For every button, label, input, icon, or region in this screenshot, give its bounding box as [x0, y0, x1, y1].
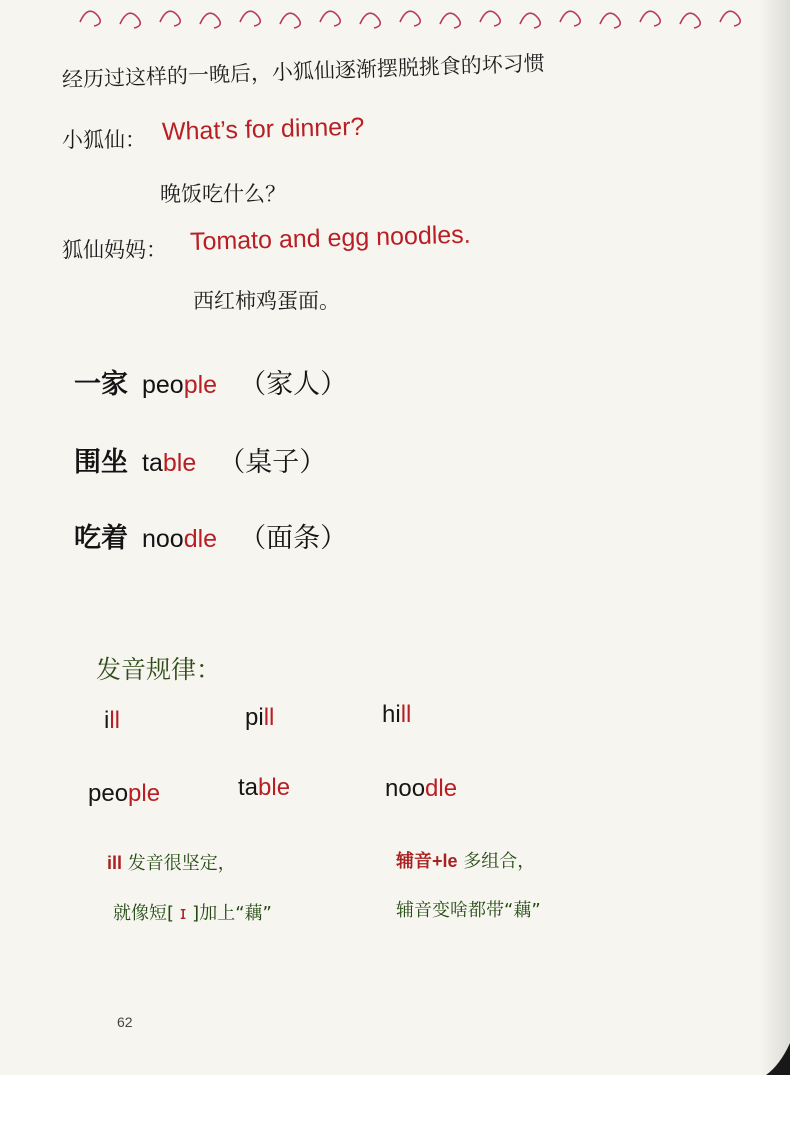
- intro-sentence: 经历过这样的一晚后，小狐仙逐渐摆脱挑食的坏习惯: [61, 51, 546, 92]
- swirl-border-decoration: [70, 0, 770, 30]
- rule-note-ill-line1: ill 发音很坚定，: [107, 853, 236, 874]
- vocab-word: people: [142, 371, 218, 399]
- vocab-chinese: 一家: [74, 369, 128, 400]
- dialogue-chinese-answer: 西红柿鸡蛋面。: [193, 289, 340, 313]
- example-word-hill: hill: [382, 701, 412, 728]
- vocab-chinese: 吃着: [74, 523, 128, 554]
- dialogue-english-answer: Tomato and egg noodles.: [189, 220, 472, 256]
- vocab-gloss: （面条）: [239, 523, 348, 554]
- speaker-little-fox: 小狐仙：: [62, 128, 146, 152]
- rule-note-le-line2: 辅音变啥都带“藕”: [396, 900, 541, 921]
- example-word-pill: pill: [245, 704, 275, 731]
- vocab-gloss: （家人）: [239, 369, 348, 400]
- dialogue-chinese-question: 晚饭吃什么？: [160, 182, 286, 206]
- vocab-gloss: （桌子）: [218, 447, 327, 478]
- vocab-line: [74, 440, 326, 479]
- vocab-word: noodle: [142, 525, 218, 553]
- vocab-line: [74, 516, 347, 555]
- example-word-ill: ill: [104, 707, 121, 734]
- page-curl-decoration: [762, 1035, 790, 1075]
- page-number: 62: [117, 1014, 133, 1030]
- vocab-chinese: 围坐: [74, 447, 128, 478]
- dialogue-english-question: What’s for dinner?: [161, 112, 365, 146]
- pronunciation-rule-title: 发音规律：: [96, 655, 222, 684]
- example-word-table: table: [238, 774, 291, 801]
- example-word-noodle: noodle: [385, 775, 458, 802]
- rule-note-ill-line2: 就像短[ ɪ ]加上“藕”: [113, 903, 272, 924]
- vocab-line: [74, 362, 347, 401]
- vocab-word: table: [142, 449, 197, 477]
- speaker-fox-mother: 狐仙妈妈：: [62, 238, 167, 262]
- rule-note-le-line1: 辅音+le 多组合，: [396, 851, 536, 872]
- example-word-people: people: [88, 780, 161, 807]
